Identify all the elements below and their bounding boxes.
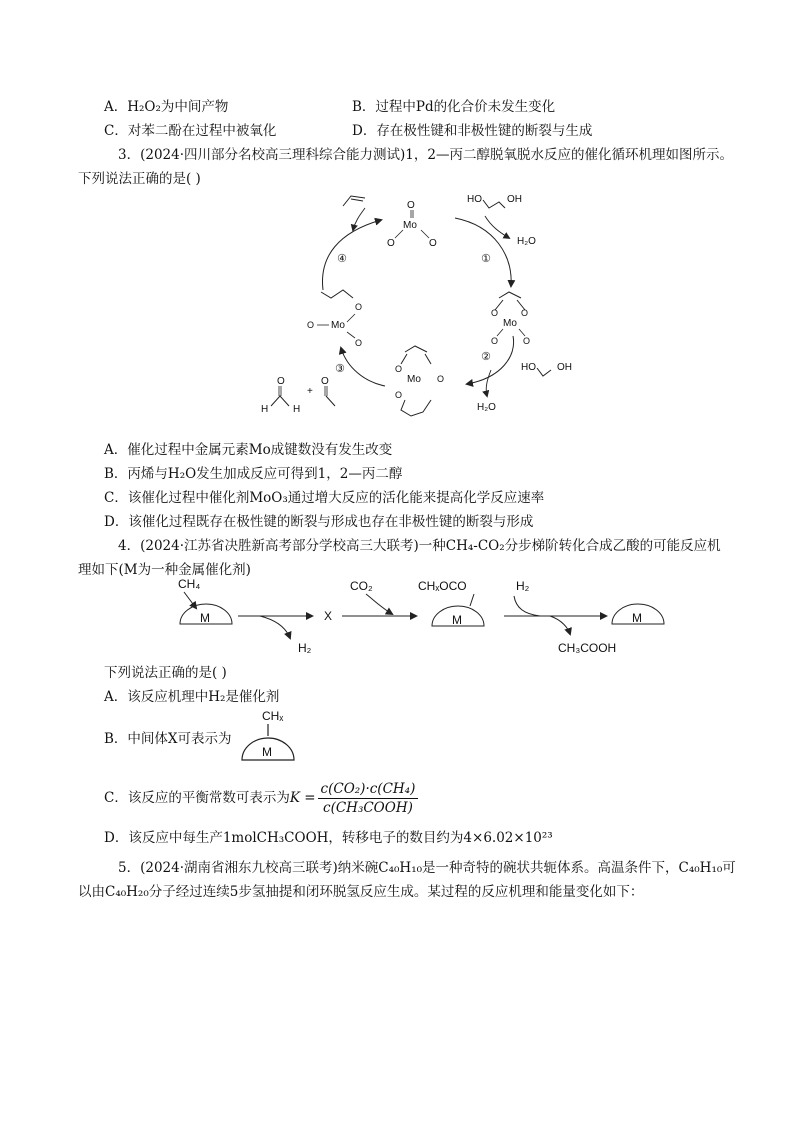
svg-text:Mo: Mo	[331, 320, 345, 331]
option-b-chx: CHₓ	[262, 709, 284, 723]
intermediate-x: X	[324, 609, 333, 623]
step-label-1: ①	[481, 253, 491, 265]
svg-text:O: O	[521, 308, 529, 318]
ch4-label: CH₄	[178, 577, 201, 591]
q3-stem-line1: 3．(2024·四川部分名校高三理科综合能力测试)1，2—丙二醇脱氧脱水反应的催化循环机理如图所示。	[118, 147, 733, 163]
svg-text:O: O	[437, 374, 445, 384]
water-out-2: H₂O	[477, 402, 496, 413]
cycle-arc-1	[455, 218, 511, 286]
q4-option-d-prefix: D．该反应中每生产1molCH₃COOH，转移电子的数目约为	[104, 830, 464, 846]
catalyst-m-2: M	[452, 613, 462, 627]
q4-option-b-structure	[236, 706, 300, 764]
diol-top-ho: HO	[467, 194, 482, 205]
q4-question: 下列说法正确的是( )	[104, 665, 227, 681]
q4-stem-line2: 理如下(M为一种金属催化剂)	[78, 562, 251, 578]
q4-option-d	[104, 829, 553, 847]
formaldehyde-h-right: H	[293, 404, 301, 415]
co2-label: CO₂	[350, 579, 373, 593]
h2-in-label: H₂	[516, 579, 530, 593]
q4-option-a: A．该反应机理中H₂是催化剂	[104, 689, 280, 705]
svg-text:O: O	[491, 308, 499, 318]
q3-option-d: D．该催化过程既存在极性键的断裂与形成也存在非极性键的断裂与形成	[104, 514, 534, 530]
svg-text:Mo: Mo	[407, 374, 421, 385]
cycle-arc-3	[341, 348, 385, 386]
bottom-intermediate-ring	[401, 346, 431, 364]
catalyst-m-1: M	[200, 611, 210, 625]
svg-text:O: O	[395, 390, 403, 400]
svg-text:O: O	[491, 336, 499, 346]
diol-bottom-oh: OH	[557, 362, 572, 373]
step-label-2: ②	[481, 351, 491, 363]
svg-text:O: O	[355, 338, 363, 348]
q4-stem-line1: 4．(2024·江苏省决胜新高考部分学校高三大联考)一种CH₄-CO₂分步梯阶转化合成乙酸的可能反应机	[118, 538, 721, 554]
catalyst-m-3: M	[632, 611, 642, 625]
option-b-m: M	[262, 745, 272, 759]
svg-text:Mo: Mo	[503, 318, 517, 329]
chxoco-label: CHₓOCO	[418, 579, 467, 593]
q5-stem-line1: 5．(2024·湖南省湘东九校高三联考)纳米碗C₄₀H₁₀是一种奇特的碗状共轭体系。高温条件下，C₄₀H₁₀可	[118, 860, 736, 876]
svg-text:O: O	[307, 320, 315, 330]
q2-option-a: A．H₂O₂为中间产物	[104, 99, 229, 115]
mo-top-label: Mo	[403, 220, 417, 231]
left-intermediate-ring	[321, 290, 353, 298]
q4-option-d-value: 4×6.02×10²³	[463, 830, 553, 846]
plus-sign: +	[307, 386, 313, 397]
q4-option-b: B．中间体X可表示为	[104, 731, 232, 747]
q3-option-a: A．催化过程中金属元素Mo成键数没有发生改变	[104, 442, 393, 458]
q2-option-d: D．存在极性键和非极性键的断裂与生成	[352, 123, 593, 139]
diol-top-oh: OH	[507, 194, 522, 205]
q3-option-c: C．该催化过程中催化剂MoO₃通过增大反应的活化能来提高化学反应速率	[104, 490, 545, 506]
mo-top-o-right: O	[429, 238, 437, 249]
svg-text:O: O	[523, 336, 531, 346]
formaldehyde-o: O	[277, 376, 285, 387]
fraction-numerator: c(CO₂)·c(CH₄)	[318, 781, 419, 799]
q4-option-c-prefix: C．该反应的平衡常数可表示为	[104, 790, 290, 806]
q2-option-b: B．过程中Pd的化合价未发生变化	[352, 99, 556, 115]
svg-text:O: O	[395, 364, 403, 374]
formaldehyde-h-left: H	[261, 404, 269, 415]
step-label-4: ④	[337, 253, 347, 265]
svg-text:O: O	[355, 302, 363, 312]
q5-stem-line2: 以由C₄₀H₂₀分子经过连续5步氢抽提和闭环脱氢反应生成。某过程的反应机理和能量变化如下：	[78, 884, 644, 900]
step-label-3: ③	[335, 363, 345, 375]
q3-stem-line2: 下列说法正确的是( )	[78, 171, 201, 187]
h2-out: H₂	[298, 641, 312, 655]
water-out-1: H₂O	[517, 236, 536, 247]
q2-option-c: C．对苯二酚在过程中被氧化	[104, 123, 277, 139]
q4-option-c-k: K =	[289, 790, 316, 806]
q3-catalytic-cycle-diagram	[255, 186, 575, 422]
diol-bottom-ho: HO	[521, 362, 536, 373]
q4-option-c	[104, 780, 418, 816]
q4-mechanism-diagram	[170, 576, 670, 658]
cycle-arc-4	[322, 220, 381, 290]
fraction-denominator: c(CH₃COOH)	[323, 800, 413, 816]
q3-option-b: B．丙烯与H₂O发生加成反应可得到1，2—丙二醇	[104, 466, 403, 482]
acetic-acid-label: CH₃COOH	[558, 641, 617, 655]
mo-top-o-left: O	[387, 238, 395, 249]
mo-top-o: O	[407, 200, 415, 211]
acetaldehyde-o: O	[321, 376, 329, 387]
q4-option-c-fraction	[318, 781, 419, 816]
